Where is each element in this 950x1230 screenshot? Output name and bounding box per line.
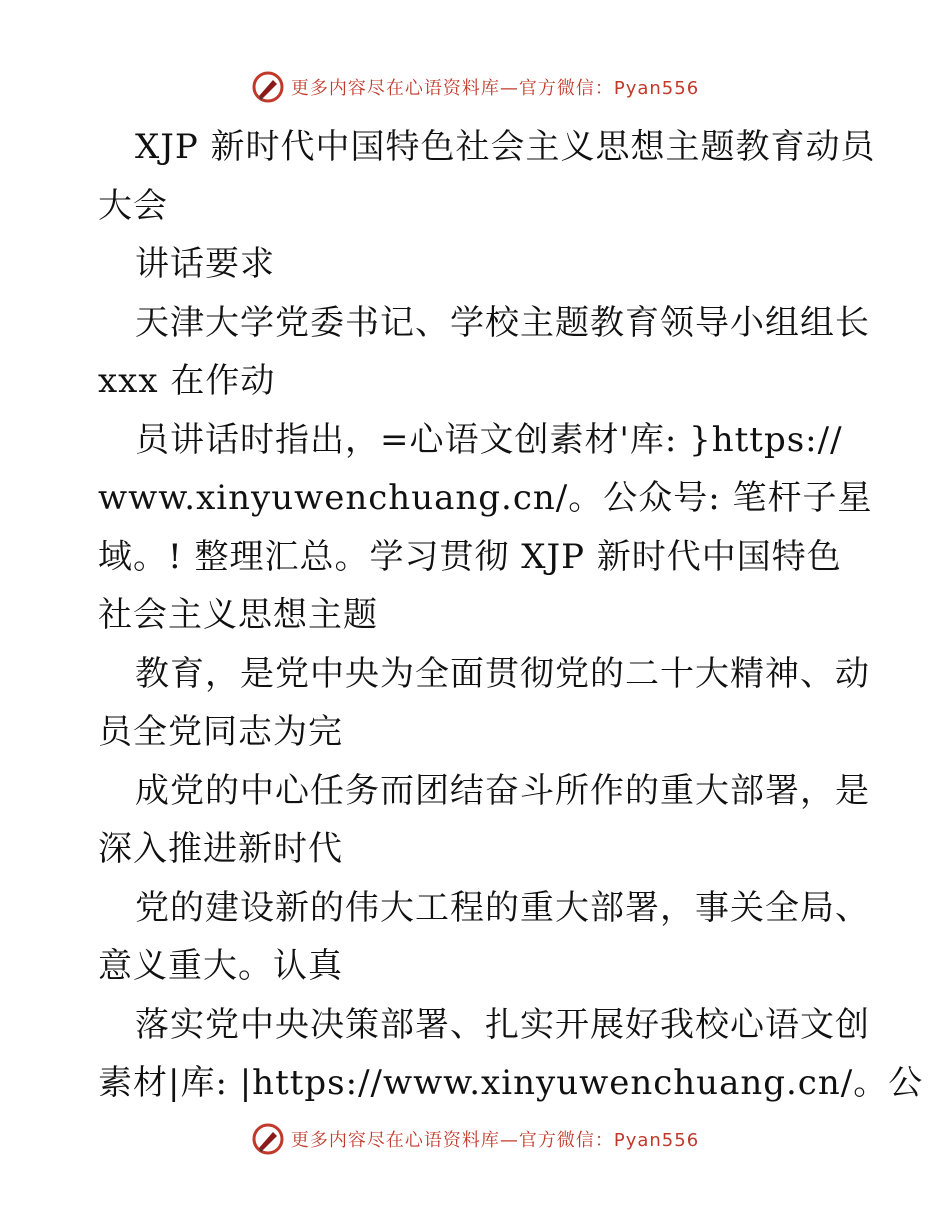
text-line: 素材|库: |https://www.xinyuwenchuang.cn/。公 — [98, 1063, 924, 1103]
text-line: xxx 在作动 — [98, 361, 276, 401]
text-line: XJP 新时代中国特色社会主义思想主题教育动员 — [135, 127, 876, 167]
text-line: 大会 — [98, 185, 168, 226]
text-line: 员讲话时指出，=心语文创素材'库: }https:// — [135, 419, 843, 460]
text-line: 成党的中心任务而团结奋斗所作的重大部署，是 — [135, 770, 870, 811]
pen-logo-icon — [251, 1122, 285, 1156]
text-line: 天津大学党委书记、学校主题教育领导小组组长 — [135, 302, 870, 343]
text-line: 员全党同志为完 — [98, 712, 343, 752]
text-line: 社会主义思想主题 — [98, 595, 378, 635]
footer-watermark — [0, 1122, 950, 1156]
pen-logo-icon — [251, 70, 285, 104]
text-line: 讲话要求 — [135, 244, 275, 284]
header-watermark-text: 更多内容尽在心语资料库—官方微信：Pyan556 — [290, 78, 700, 99]
text-line: www.xinyuwenchuang.cn/。公众号: 笔杆子星 — [98, 478, 873, 518]
text-line: 深入推进新时代 — [98, 829, 343, 869]
document-body — [98, 118, 924, 1113]
header-watermark — [0, 70, 950, 104]
text-line: 意义重大。认真 — [98, 946, 343, 986]
text-line: 域。! 整理汇总。学习贯彻 XJP 新时代中国特色 — [98, 536, 842, 577]
footer-watermark-text: 更多内容尽在心语资料库—官方微信：Pyan556 — [290, 1130, 700, 1151]
text-line: 落实党中央决策部署、扎实开展好我校心语文创 — [135, 1004, 870, 1045]
text-line: 党的建设新的伟大工程的重大部署，事关全局、 — [135, 887, 870, 928]
text-line: 教育，是党中央为全面贯彻党的二十大精神、动 — [135, 653, 870, 694]
